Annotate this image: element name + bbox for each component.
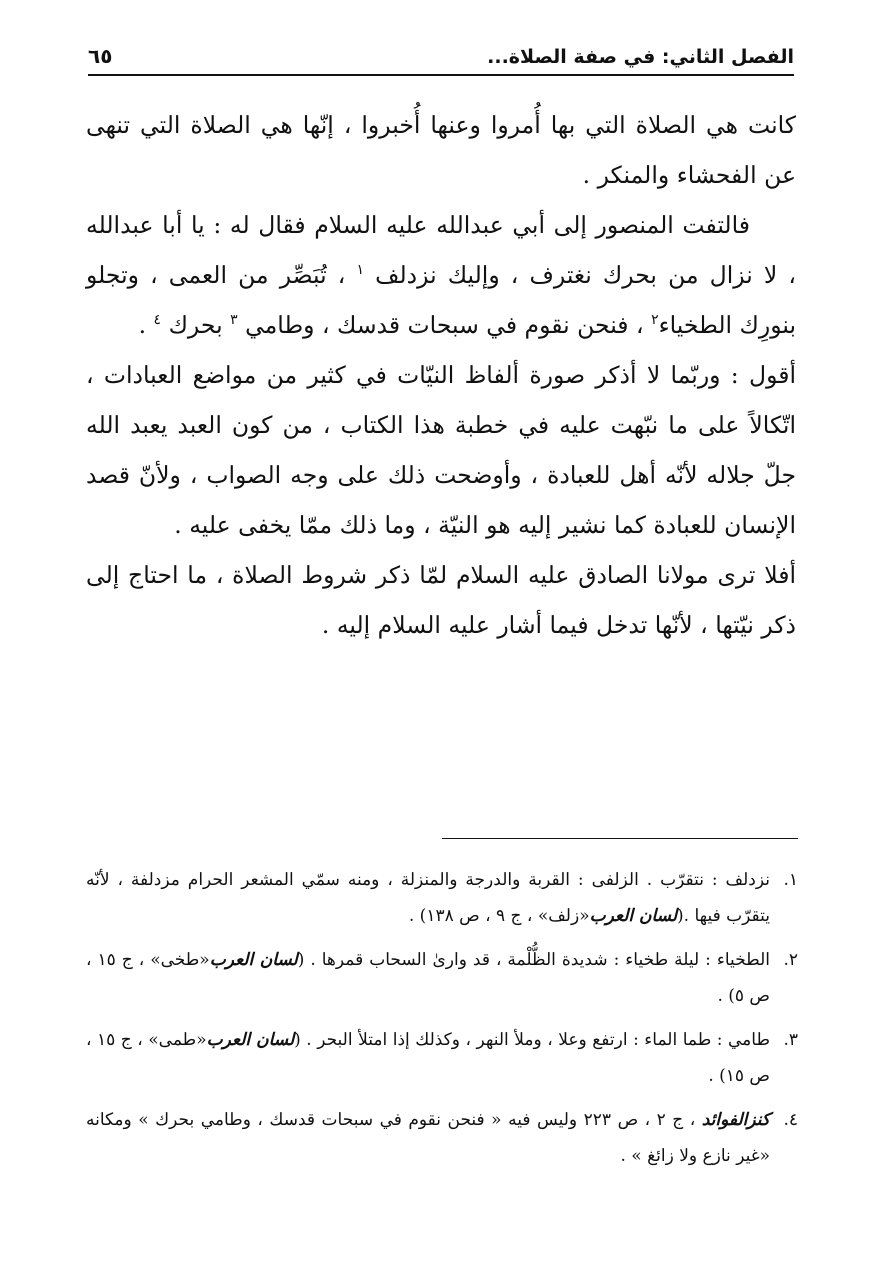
footnotes-section [86,862,798,1182]
footnote-ref-2[interactable]: ٢ [651,312,659,329]
footnote-ref-1[interactable]: ١ [356,262,365,279]
footnote-number: ١. [783,870,798,890]
paragraph-4: أفلا ترى مولانا الصادق عليه السلام لمّا ذكر شروط الصلاة ، ما احتاج إلى ذكر نيّتها ، لأنّها تدخل فيما أشار عليه السلام إليه . [86,561,796,639]
footnote-3 [86,1022,798,1094]
footnote-source: لسان العرب [206,1030,295,1050]
footnote-text: الطخياء : ليلة طخياء : شديدة الظُّلْمة ، قد وارىٰ السحاب قمرها . ( [297,950,771,970]
running-header [88,38,794,76]
paragraph-1: كانت هي الصلاة التي بها أُمروا وعنها أُخبروا ، إنّها هي الصلاة التي تنهى عن الفحشاء والمنكر . [86,111,796,189]
paragraph-2-part-c: ، فنحن نقوم في سبحات قدسك ، وطامي [245,311,644,339]
page-number: ٦٥ [88,44,113,68]
paragraph-2-part-a: فالتفت المنصور إلى أبي عبدالله عليه السلام فقال له : يا أبا عبدالله ، لا نزال من بحرك نغترف ، وإليك نزدلف [86,211,796,289]
paragraph-2-part-b: ، تُبَصِّر من العمى ، وتجلو بنورِك الطخياء [86,261,796,339]
chapter-title: الفصل الثاني: في صفة الصلاة... [487,46,794,68]
paragraph-2-part-e: . [138,311,147,339]
footnote-1 [86,862,798,934]
paragraph-2 [86,200,796,350]
paragraph-3: أقول : وربّما لا أذكر صورة ألفاظ النيّات في كثير من مواضع العبادات ، اتّكالاً على ما نبّهت عليه في خطبة هذا الكتاب ، من كون العبد يعبد الله جلّ جلاله لأنّه أهل للعبادة ، وأوضحت ذلك على وجه الصواب ، ولأنّ قصد الإنسان للعبادة كما نشير إليه هو النيّة ، وما ذلك ممّا يخفى عليه . [86,361,796,539]
footnote-text: طامي : طما الماء : ارتفع وعلا ، وملأ النهر ، وكذلك إذا امتلأ البحر . ( [294,1030,770,1050]
footnote-source: كنزالفوائد [701,1110,770,1130]
footnote-divider [442,838,798,839]
footnote-citation: ، ج ٢ ، ص ٢٢٣ وليس فيه « فنحن نقوم في سبحات قدسك ، وطامي بحرك » ومكانه «غير نازع ولا زائغ » . [86,1110,770,1166]
paragraph-2-part-d: بحرك [168,311,223,339]
footnote-citation: «طمى» ، ج ١٥ ، ص ١٥) . [86,1030,770,1086]
main-text [86,100,796,650]
footnote-source: لسان العرب [589,906,678,926]
footnote-ref-3[interactable]: ٣ [230,312,238,329]
footnote-2 [86,942,798,1014]
footnote-4 [86,1102,798,1174]
footnote-citation: «زلف» ، ج ٩ ، ص ١٣٨) . [408,906,590,926]
footnote-number: ٢. [783,950,798,970]
footnote-text: نزدلف : نتقرّب . الزلفى : القربة والدرجة والمنزلة ، ومنه سمّي المشعر الحرام مزدلفة ، لأنّه يتقرّب فيها .( [86,870,770,926]
footnote-ref-4[interactable]: ٤ [153,312,162,329]
footnote-source: لسان العرب [209,950,298,970]
footnote-number: ٣. [783,1030,798,1050]
footnote-number: ٤. [783,1110,798,1130]
footnote-citation: «طخى» ، ج ١٥ ، ص ٥) . [86,950,770,1006]
